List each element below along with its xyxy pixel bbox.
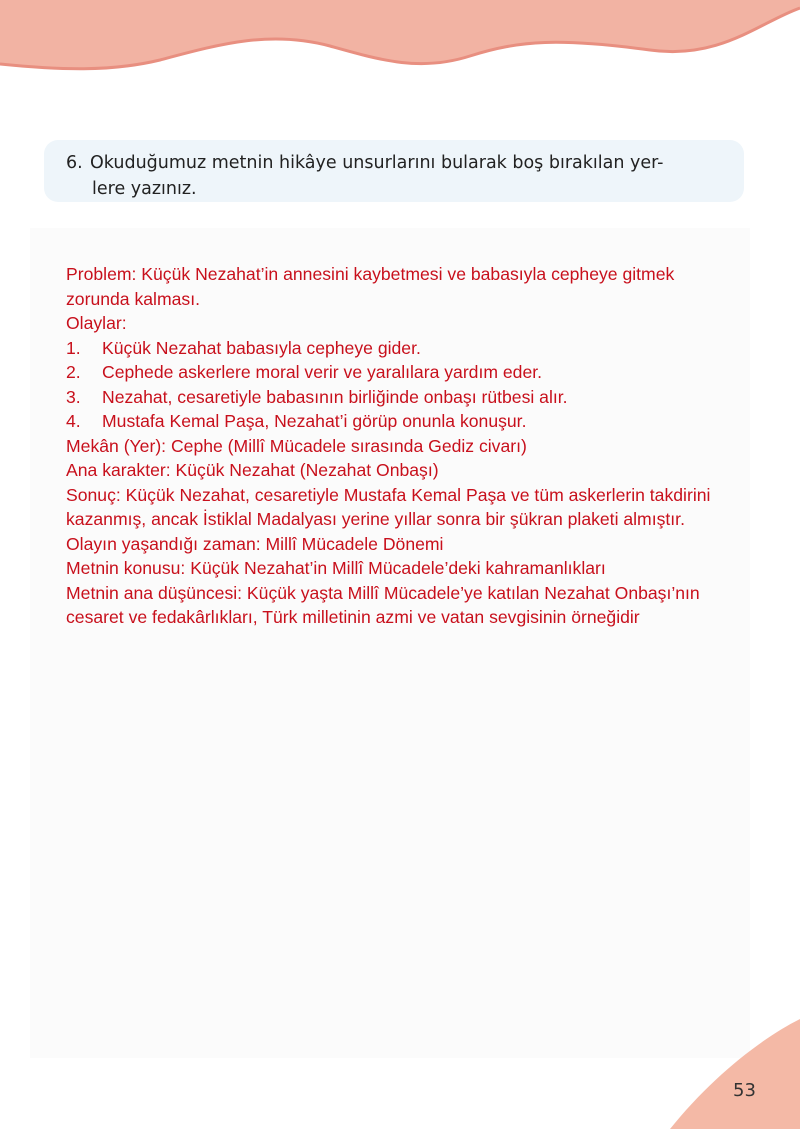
top-wave-decoration [0,0,800,90]
place-line: Mekân (Yer): Cephe (Millî Mücadele sırasında Gediz civarı) [66,435,527,456]
main-character-line: Ana karakter: Küçük Nezahat (Nezahat Onbaşı) [66,460,439,480]
question-line-1: Okuduğumuz metnin hikâye unsurlarını bularak boş bırakılan yer- [90,153,664,173]
problem-line-1: Problem: Küçük Nezahat’in annesini kaybetmesi ve babasıyla cepheye gitmek [66,264,675,284]
question-line-2: lere yazınız. [92,179,197,199]
event-number: 4. [66,411,81,431]
main-idea-line-1: Metnin ana düşüncesi: Küçük yaşta Millî Mücadele’ye katılan Nezahat Onbaşı’nın [66,582,700,603]
event-number: 1. [66,337,81,358]
answer-text [66,262,766,630]
event-text: Cephede askerlere moral verir ve yaralılara yardım eder. [102,362,543,382]
event-item [66,336,766,361]
event-item [66,409,766,434]
event-number: 2. [66,362,81,382]
event-text: Mustafa Kemal Paşa, Nezahat’i görüp onunla konuşur. [102,411,527,431]
subject-line: Metnin konusu: Küçük Nezahat’in Millî Mücadele’deki kahramanlıkları [66,558,606,578]
result-line-2: kazanmış, ancak İstiklal Madalyası yerine yıllar sonra bir şükran plaketi almıştır. [66,509,685,529]
page-number: 53 [733,1080,756,1101]
question-text [66,150,726,202]
event-item [66,360,766,385]
corner-decoration [670,1019,800,1129]
problem-line-2: zorunda kalması. [66,288,200,309]
event-item [66,385,766,410]
main-idea-line-2: cesaret ve fedakârlıkları, Türk milletinin azmi ve vatan sevgisinin örneğidir [66,607,640,627]
question-number: 6. [66,153,83,173]
event-text: Küçük Nezahat babasıyla cepheye gider. [102,337,421,358]
event-number: 3. [66,386,81,407]
events-label: Olaylar: [66,313,127,333]
result-line-1: Sonuç: Küçük Nezahat, cesaretiyle Mustafa Kemal Paşa ve tüm askerlerin takdirini [66,484,711,505]
time-line: Olayın yaşandığı zaman: Millî Mücadele Dönemi [66,533,444,554]
event-text: Nezahat, cesaretiyle babasının birliğinde onbaşı rütbesi alır. [102,386,568,407]
